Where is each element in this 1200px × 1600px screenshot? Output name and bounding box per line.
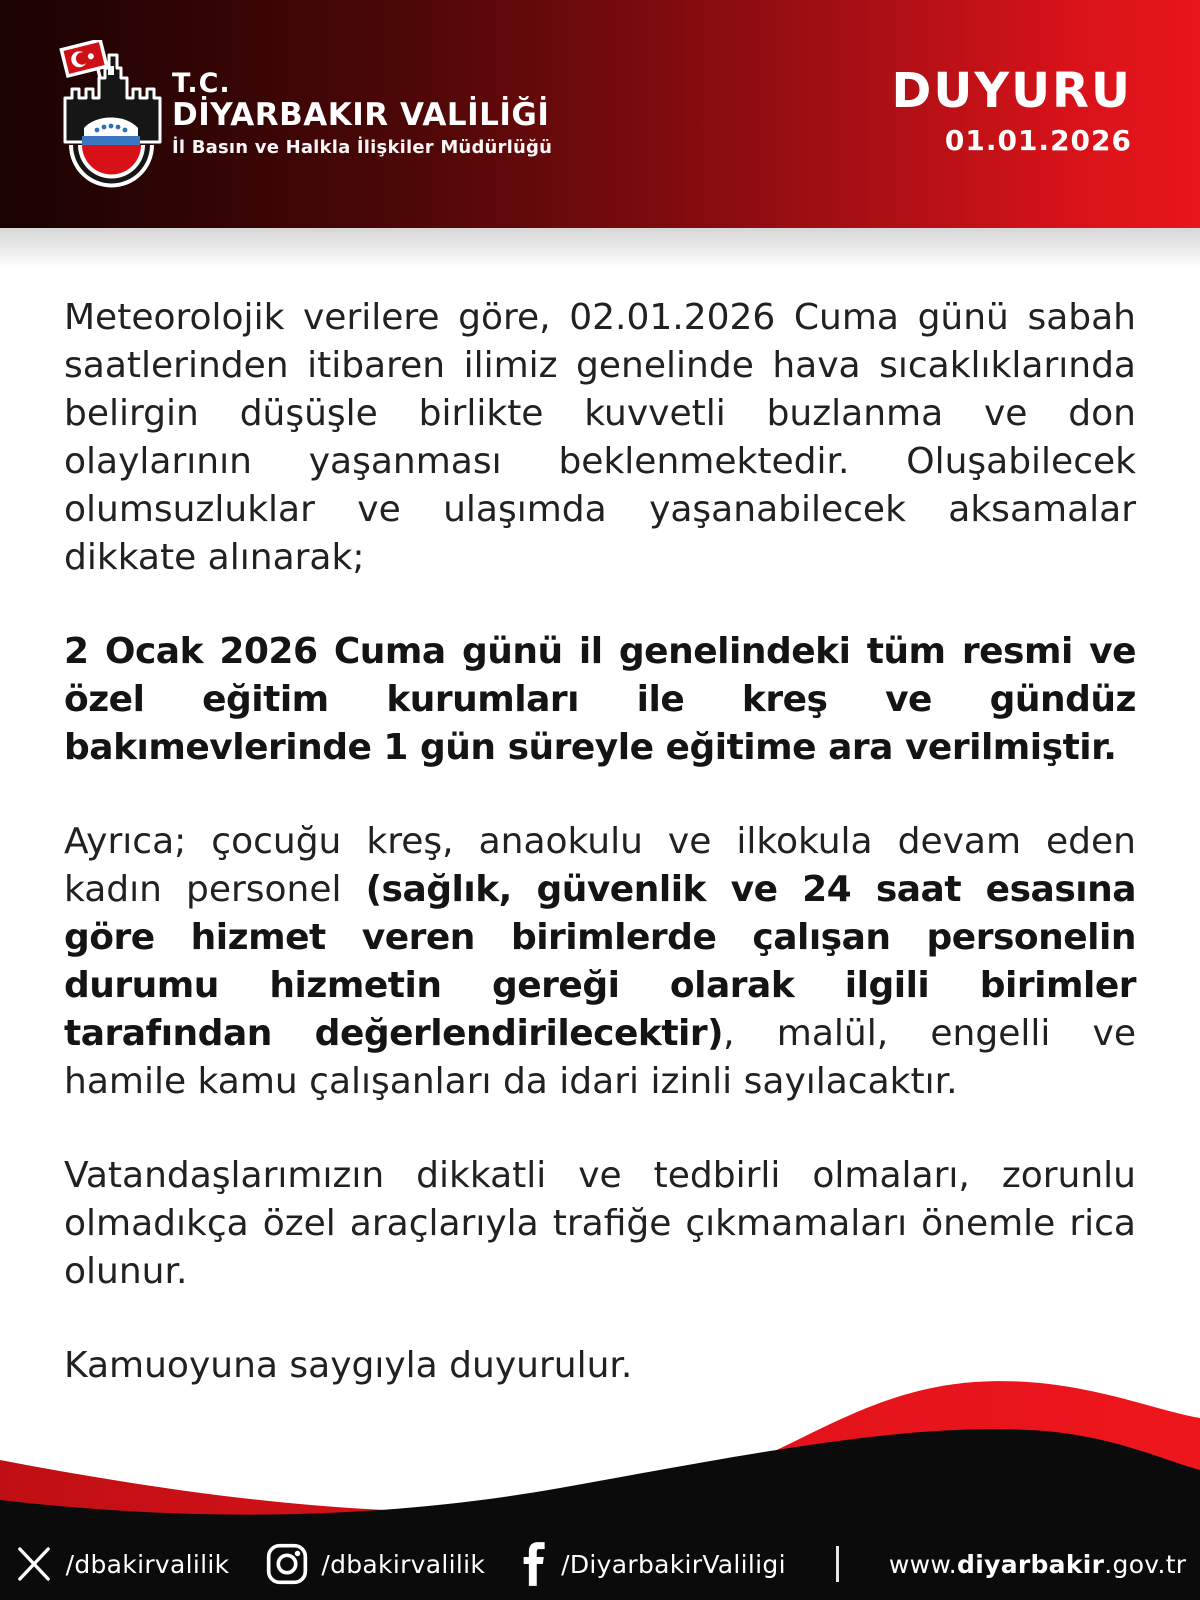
body-paragraph-4: Vatandaşlarımızın dikkatli ve tedbirli olmaları, zorunlu olmadıkça özel araçlarıyla trafiğe çıkmamaları önemle rica olunur. [64, 1155, 1136, 1292]
footer [0, 1368, 1200, 1600]
org-prefix: T.C. [172, 68, 231, 99]
body-paragraph-3 [64, 818, 1136, 1106]
twitter-handle: /dbakirvalilik [65, 1549, 230, 1579]
instagram-icon [265, 1542, 309, 1586]
paragraph-3-pre: Ayrıca; çocuğu kreş, anaokulu ve ilkokula devam eden kadın personel [64, 821, 1136, 910]
social-links-bar [0, 1540, 1200, 1588]
paragraph-3-post: , malül, engelli ve hamile kamu çalışanları da idari izinli sayılacaktır. [64, 1013, 1137, 1102]
body-paragraph-2: 2 Ocak 2026 Cuma günü il genelindeki tüm resmi ve özel eğitim kurumları ile kreş ve gündüz bakımevlerinde 1 gün süreyle eğitime ara verilmiştir. [64, 631, 1136, 768]
announcement-block [891, 63, 1133, 158]
instagram-handle: /dbakirvalilik [321, 1549, 486, 1579]
window-dot [95, 128, 100, 133]
body-paragraph-5: Kamuoyuna saygıyla duyurulur. [64, 1345, 633, 1386]
facebook-link[interactable] [521, 1540, 786, 1588]
website-url [889, 1550, 1187, 1579]
header-drop-shadow [0, 228, 1200, 268]
announcement-date: 01.01.2026 [944, 124, 1132, 158]
website-bold: diyarbakir [957, 1549, 1105, 1579]
footer-separator [836, 1546, 839, 1582]
website-link[interactable] [889, 1550, 1187, 1579]
window-dot [123, 128, 128, 133]
facebook-handle: /DiyarbakirValiligi [561, 1549, 786, 1579]
announcement-text [0, 268, 1200, 1390]
blue-band [82, 136, 140, 145]
tower-window [108, 66, 114, 75]
window-dot [116, 125, 121, 130]
governorship-emblem-icon [58, 40, 166, 190]
org-name: DİYARBAKIR VALİLİĞİ [172, 97, 550, 134]
org-department: İl Basın ve Halkla İlişkiler Müdürlüğü [172, 136, 553, 158]
header-banner [0, 0, 1200, 228]
window-dot [109, 124, 114, 129]
org-title-block [172, 70, 552, 158]
body-paragraph-1: Meteorolojik verilere göre, 02.01.2026 Cuma günü sabah saatlerinden itibaren ilimiz genelinde hava sıcaklıklarında belirgin düşüşle birlikte kuvvetli buzlanma ve don olaylarının yaşanması beklenmektedir. Oluşabilecek olumsuzluklar ve ulaşımda yaşanabilecek aksamalar dikkate alınarak; [64, 297, 1136, 578]
instagram-link[interactable] [265, 1542, 485, 1586]
window-dot [102, 125, 107, 130]
announcement-title: DUYURU [891, 63, 1132, 119]
twitter-link[interactable] [14, 1544, 230, 1584]
website-post: .gov.tr [1104, 1549, 1187, 1579]
facebook-icon [521, 1540, 549, 1588]
paragraph-3-bold: (sağlık, güvenlik ve 24 saat esasına göre hizmet veren birimlerde çalışan personelin durumu hizmetin gereği olarak ilgili birimler tarafından değerlendirilecektir) [64, 869, 1137, 1054]
website-pre: www. [888, 1549, 958, 1579]
x-icon [14, 1544, 54, 1584]
